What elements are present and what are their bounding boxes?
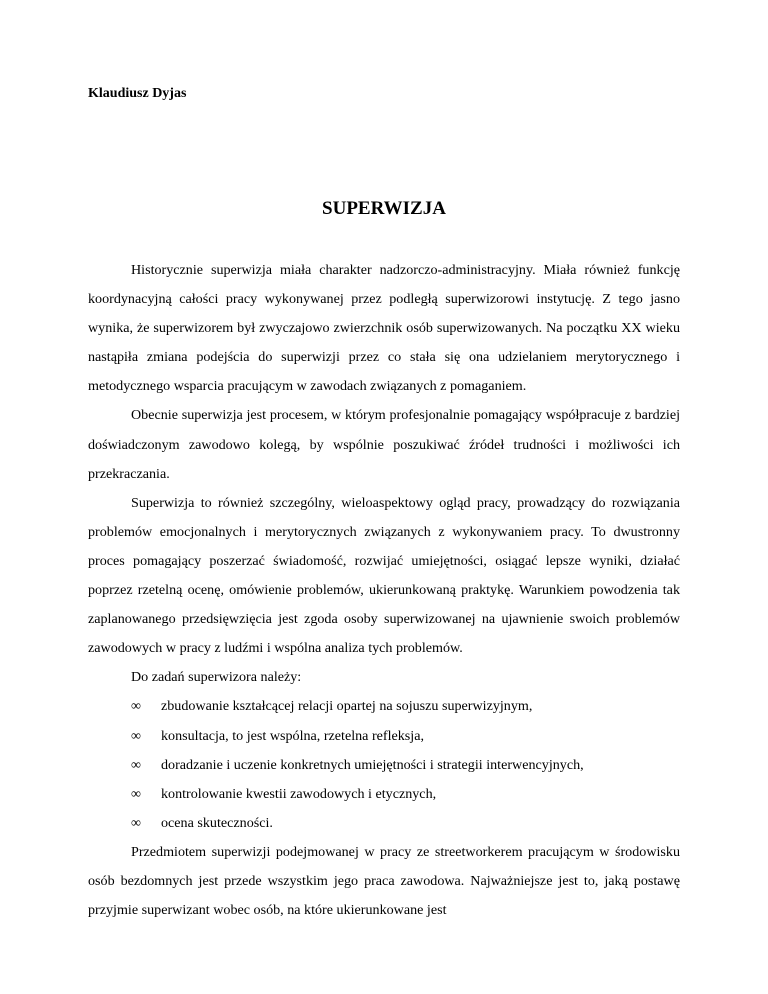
- infinity-bullet-icon: ∞: [131, 815, 141, 831]
- infinity-bullet-icon: ∞: [131, 786, 141, 802]
- infinity-bullet-icon: ∞: [131, 728, 141, 744]
- list-item: [88, 722, 680, 751]
- list-item-text: zbudowanie kształcącej relacji opartej na sojuszu superwizyjnym,: [161, 698, 533, 715]
- paragraph-current-definition: Obecnie superwizja jest procesem, w którym profesjonalnie pomagający współpracuje z bardziej doświadczonym zawodowo kolegą, by wspólnie poszukiwać źródeł trudności i możliwości ich przekraczania.: [88, 407, 680, 482]
- infinity-bullet-icon: ∞: [131, 757, 141, 773]
- list-item-text: ocena skuteczności.: [161, 814, 273, 831]
- list-item: [88, 692, 680, 721]
- list-item: [88, 751, 680, 780]
- supervisor-tasks-list: [88, 692, 680, 837]
- author-name: Klaudiusz Dyjas: [88, 86, 187, 101]
- list-intro: Do zadań superwizora należy:: [131, 669, 302, 686]
- paragraph-streetwork: Przedmiotem superwizji podejmowanej w pracy ze streetworkerem pracującym w środowisku osób bezdomnych jest przede wszystkim jego praca zawodowa. Najważniejsze jest to, jaką postawę przyjmie superwizant wobec osób, na które ukierunkowane jest: [88, 843, 680, 919]
- list-item: [88, 780, 680, 809]
- infinity-bullet-icon: ∞: [131, 699, 141, 715]
- document-title: SUPERWIZJA: [322, 198, 446, 219]
- paragraph-multi-aspect: Superwizja to również szczególny, wieloaspektowy ogląd pracy, prowadzący do rozwiązania problemów emocjonalnych i merytorycznych związanych z wykonywaniem pracy. To dwustronny proces pomagający poszerzać świadomość, rozwijać umiejętności, osiągać lepsze wyniki, działać poprzez rzetelną ocenę, omówienie problemów, ukierunkowaną praktykę. Warunkiem powodzenia tak zaplanowanego przedsięwzięcia jest zgoda osoby superwizowanej na ujawnienie swoich problemów zawodowych w pracy z ludźmi i wspólna analiza tych problemów.: [88, 494, 680, 657]
- list-item: [88, 809, 680, 838]
- paragraph-history: Historycznie superwizja miała charakter nadzorczo-administracyjny. Miała również funkcję koordynacyjną całości pracy wykonywanej przez podległą superwizorowi instytucję. Z tego jasno wynika, że superwizorem był zwyczajowo zwierzchnik osób superwizowanych. Na początku XX wieku nastąpiła zmiana podejścia do superwizji przez co stała się ona udzielaniem merytorycznego i metodycznego wsparcia pracującym w zawodach związanych z pomaganiem.: [88, 262, 680, 395]
- list-item-text: konsultacja, to jest wspólna, rzetelna refleksja,: [161, 727, 424, 744]
- list-item-text: doradzanie i uczenie konkretnych umiejętności i strategii interwencyjnych,: [161, 756, 584, 773]
- document-body: [88, 256, 680, 925]
- list-item-text: kontrolowanie kwestii zawodowych i etycznych,: [161, 785, 437, 802]
